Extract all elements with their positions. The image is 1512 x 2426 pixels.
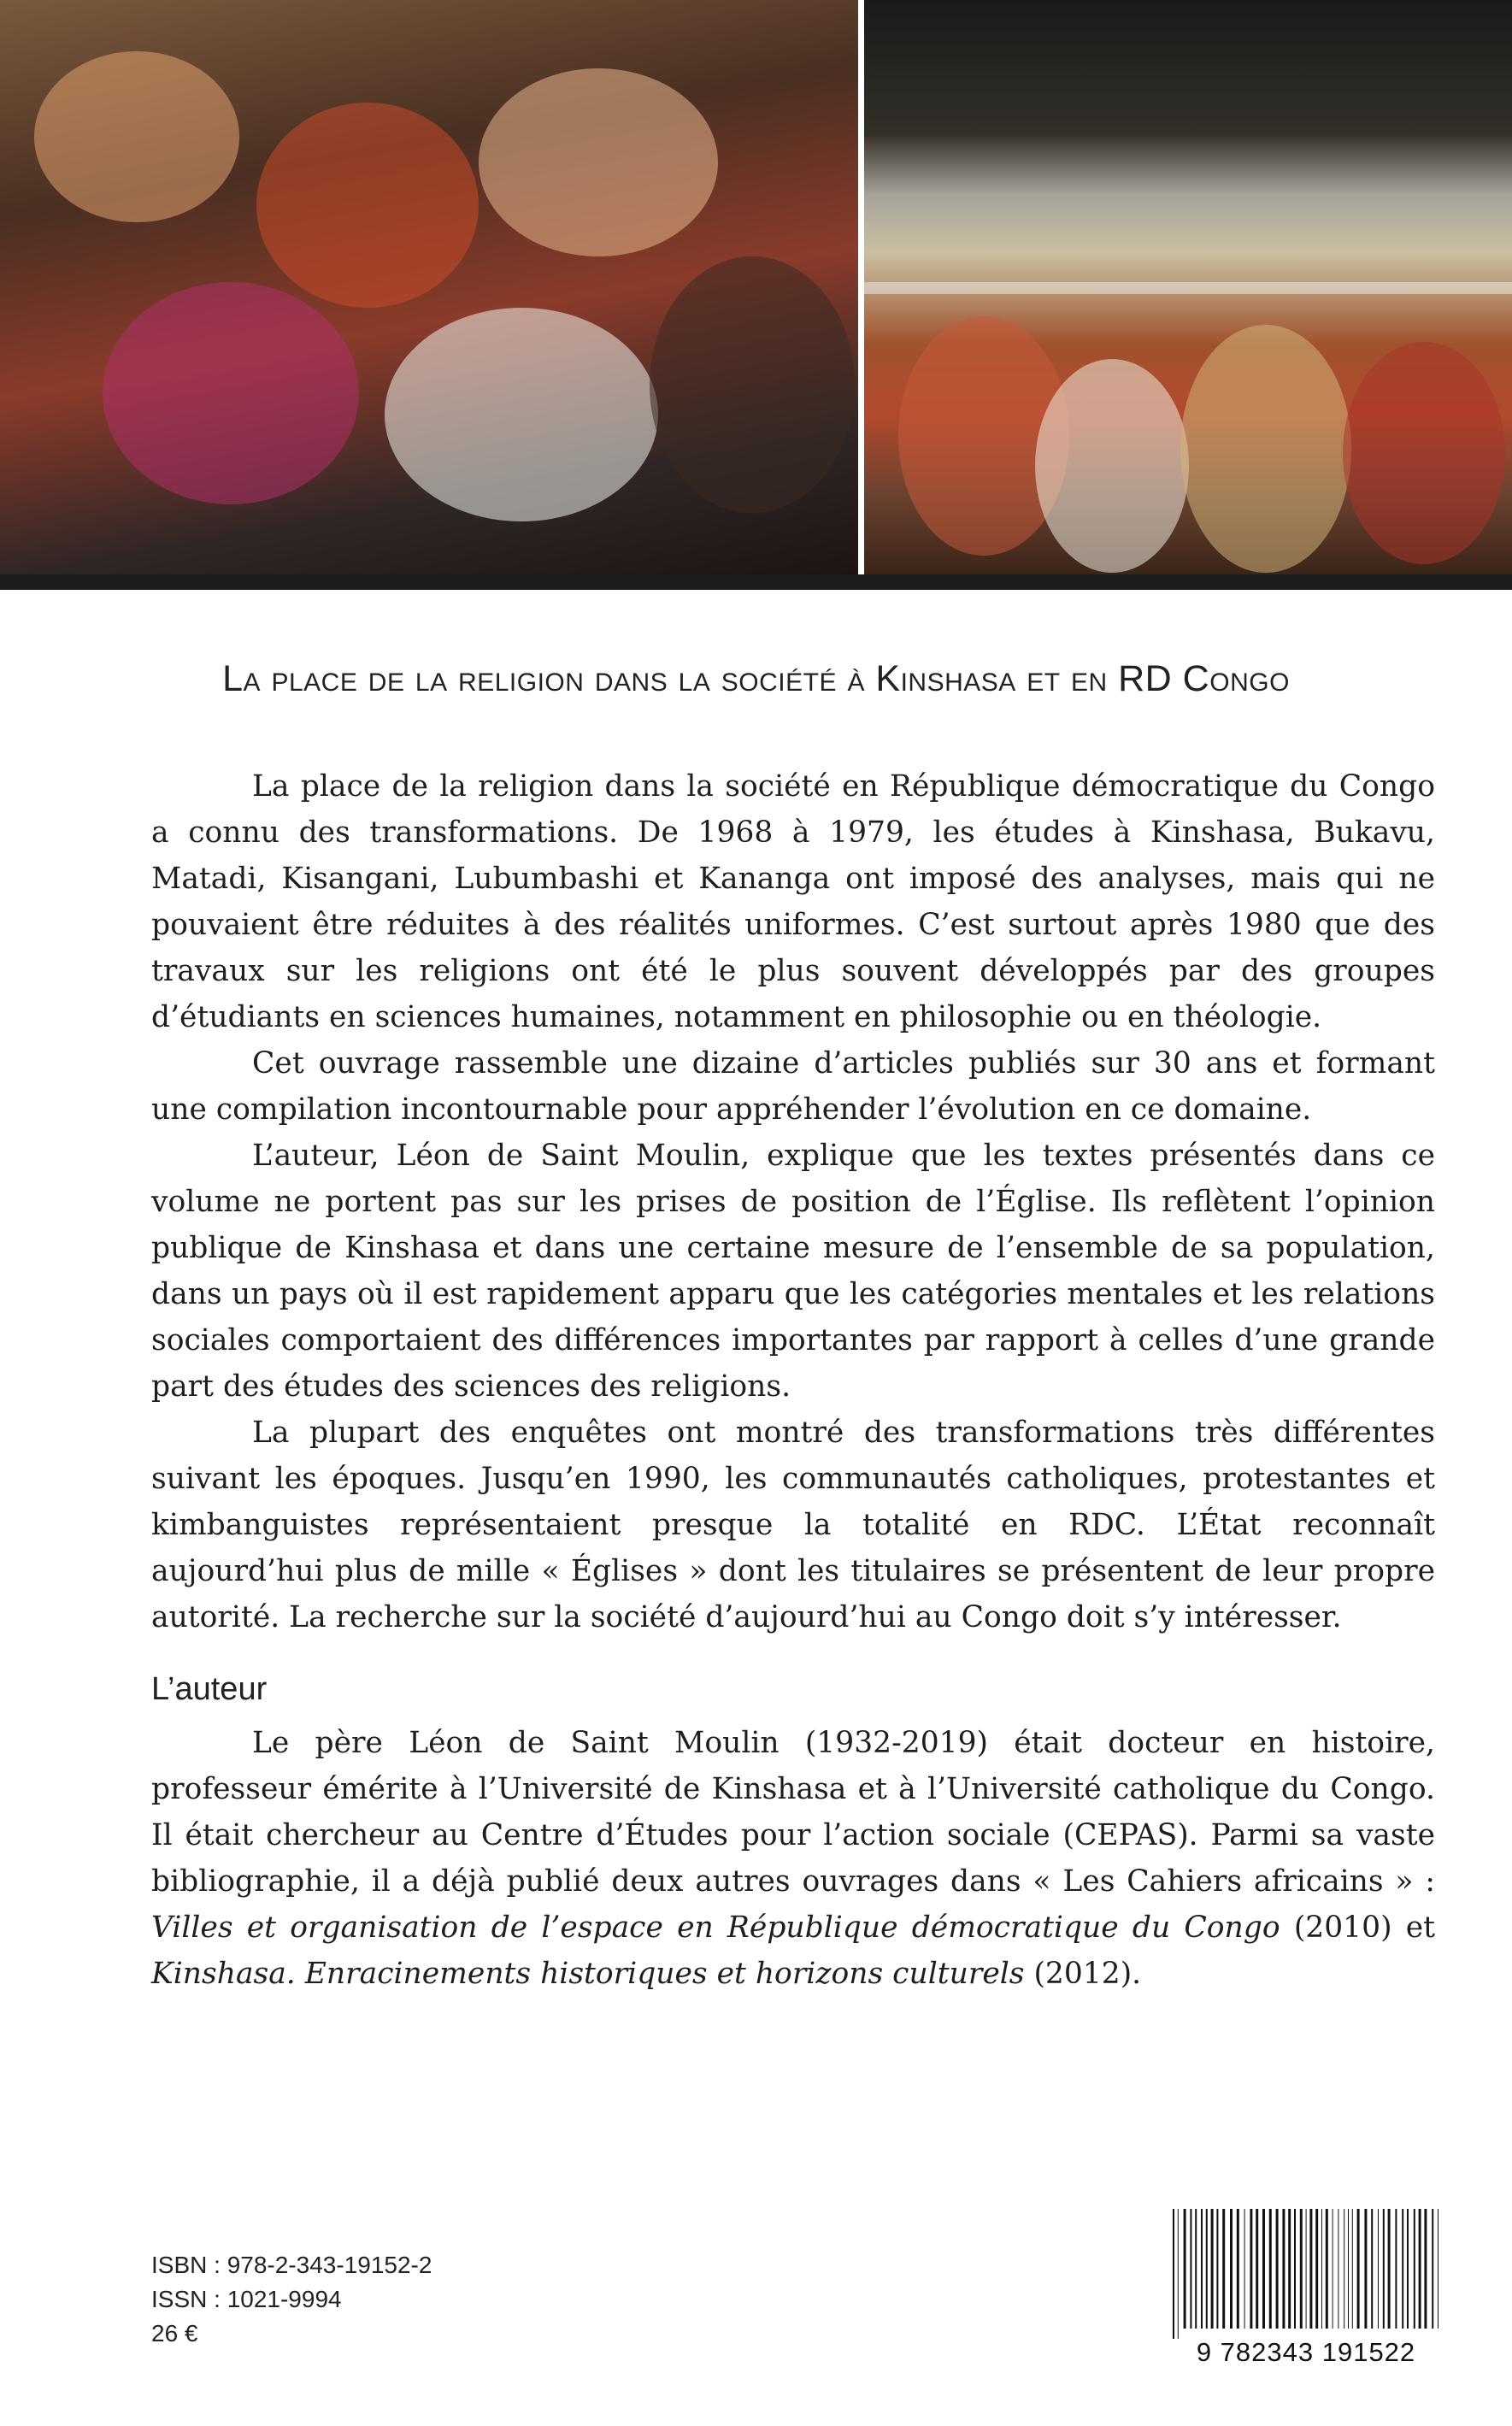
barcode-bar <box>1300 2209 1303 2329</box>
barcode-bar <box>1250 2209 1252 2329</box>
barcode <box>1169 2209 1443 2367</box>
author-section-title: L’auteur <box>151 1671 268 1707</box>
blurb-paragraph: Cet ouvrage rassemble une dizaine d’articles publiés sur 30 ans et formant une compilation incontournable pour appréhender l’évolution en ce domaine. <box>151 1046 1435 1127</box>
barcode-bar <box>1184 2209 1186 2329</box>
barcode-bar <box>1378 2209 1379 2329</box>
barcode-bar <box>1348 2209 1349 2329</box>
blurb-paragraph: La plupart des enquêtes ont montré des transformations très différentes suivant les époques. Jusqu’en 1990, les communautés catholiques, protestantes et kimbanguistes représentaient presque la totalité en RDC. L’État reconnaît aujourd’hui plus de mille « Églises » dont les titulaires se présentent de leur propre autorité. La recherche sur la société d’aujourd’hui au Congo doit s’y intéresser. <box>151 1416 1435 1634</box>
cover-photo-band <box>0 0 1512 574</box>
author-bio-intro: Le père Léon de Saint Moulin (1932-2019) était docteur en histoire, professeur émérite à l’Université de Kinshasa et à l’Université catholique du Congo. Il était chercheur au Centre d’Études pour l’action sociale (CEPAS). Parmi sa vaste bibliographie, il a déjà publié deux autres ouvrages dans « Les Cahiers africains » : <box>151 1726 1435 1899</box>
barcode-bar <box>1321 2209 1322 2329</box>
barcode-bar <box>1216 2209 1218 2329</box>
barcode-bar <box>1269 2209 1272 2329</box>
barcode-bar <box>1306 2209 1307 2329</box>
barcode-bar <box>1357 2209 1360 2329</box>
barcode-bar <box>1371 2209 1373 2329</box>
photo-bottom-rule <box>0 574 1512 590</box>
barcode-bar <box>1222 2209 1225 2329</box>
barcode-bar <box>1237 2209 1239 2329</box>
stadium-mass-photo <box>864 0 1512 574</box>
barcode-bar <box>1211 2209 1214 2329</box>
barcode-bar <box>1395 2209 1397 2329</box>
barcode-bar <box>1309 2209 1312 2329</box>
author-bio <box>151 1720 1435 1997</box>
worship-crowd-photo <box>0 0 858 574</box>
blurb <box>151 763 1435 1640</box>
barcode-bar <box>1388 2209 1391 2329</box>
barcode-bar <box>1173 2209 1174 2339</box>
price: 26 € <box>151 2320 198 2347</box>
isbn: ISBN : 978-2-343-19152-2 <box>151 2252 432 2278</box>
barcode-bar <box>1326 2209 1328 2329</box>
barcode-bar <box>1383 2209 1385 2329</box>
barcode-bar <box>1288 2209 1291 2329</box>
author-bio-paragraph <box>151 1720 1435 1997</box>
barcode-bar <box>1364 2209 1367 2329</box>
barcode-bar <box>1276 2209 1279 2329</box>
barcode-bar <box>1424 2209 1427 2329</box>
barcode-bar <box>1256 2209 1258 2329</box>
barcode-bar <box>1206 2209 1208 2329</box>
barcode-bar <box>1230 2209 1233 2329</box>
book-title-heading: La place de la religion dans la société à Kinshasa et en RD Congo <box>222 658 1290 699</box>
book-title-1: Villes et organisation de l’espace en République démocratique du Congo <box>151 1911 1280 1945</box>
barcode-bar <box>1178 2209 1179 2339</box>
barcode-bar <box>1414 2209 1415 2329</box>
barcode-bar <box>1432 2209 1433 2329</box>
book-year-2: (2012). <box>1024 1957 1142 1991</box>
book-title-2: Kinshasa. Enracinements historiques et horizons culturels <box>151 1957 1025 1991</box>
barcode-bar <box>1262 2209 1265 2329</box>
barcode-bar <box>1190 2209 1191 2329</box>
barcode-bar <box>1352 2209 1353 2329</box>
barcode-bars <box>1169 2209 1443 2339</box>
barcode-bar <box>1282 2209 1285 2329</box>
barcode-bar <box>1419 2209 1421 2329</box>
issn: ISSN : 1021-9994 <box>151 2286 342 2312</box>
barcode-bar <box>1244 2209 1245 2329</box>
blurb-paragraph: L’auteur, Léon de Saint Moulin, explique que les textes présentés dans ce volume ne portent pas sur les prises de position de l’Église. Ils reflètent l’opinion publique de Kinshasa et dans une certaine mesure de l’ensemble de sa population, dans un pays où il est rapidement apparu que les catégories mentales et les relations sociales comportaient des différences importantes par rapport à celles d’une grande part des études des sciences des religions. <box>151 1139 1435 1404</box>
barcode-number: 9 782343 191522 <box>1196 2337 1416 2367</box>
barcode-bar <box>1294 2209 1296 2329</box>
barcode-bar <box>1315 2209 1318 2329</box>
publication-info <box>151 2248 432 2351</box>
barcode-bar <box>1201 2209 1203 2329</box>
book-year-1: (2010) et <box>1280 1911 1436 1945</box>
barcode-bar <box>1195 2209 1197 2329</box>
barcode-bar <box>1402 2209 1403 2329</box>
barcode-bar <box>1407 2209 1409 2329</box>
blurb-paragraph: La place de la religion dans la société en République démocratique du Congo a connu des transformations. De 1968 à 1979, les études à Kinshasa, Bukavu, Matadi, Kisangani, Lubumbashi et Kananga ont imposé des analyses, mais qui ne pouvaient être réduites à des réalités uniformes. C’est surtout après 1980 que des travaux sur les religions ont été le plus souvent développés par des groupes d’étudiants en sciences humaines, notamment en philosophie ou en théologie. <box>151 769 1435 1034</box>
